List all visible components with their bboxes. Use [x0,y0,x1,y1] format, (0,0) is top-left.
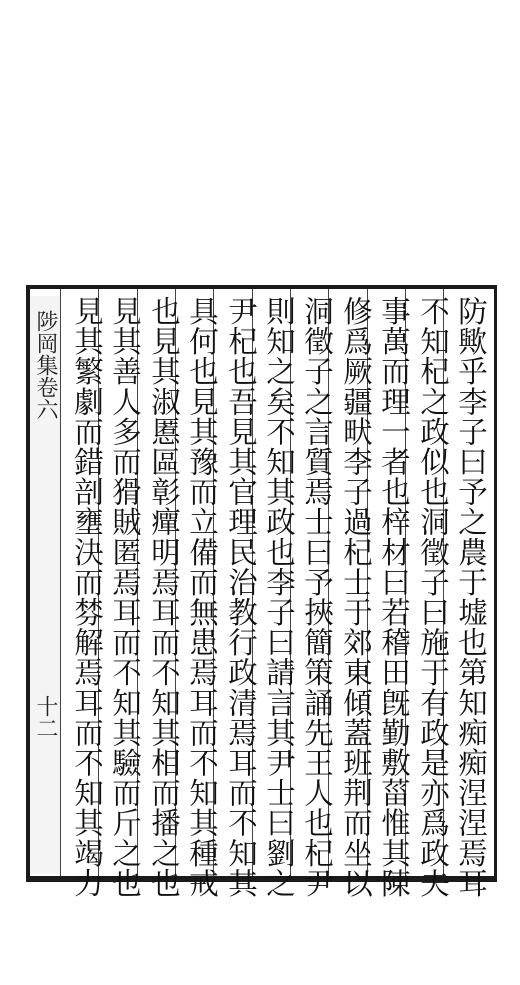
text-column-10: 見其善人多而猾賊匿焉耳而不知其驗而斤之也 [108,296,142,898]
text-column-8: 具何也見其豫而立備而無患焉耳而不知其種戒 [185,296,219,898]
text-column-6: 則知之矣不知其政也李子曰請言其尹士曰劉之 [262,296,296,898]
text-column-9: 也見其淑慝區彰癉明焉耳而不知其相而播之也 [147,296,181,898]
margin-book-title: 陟岡集卷六 [33,310,58,420]
frame-right-border [494,285,497,882]
text-column-4: 修爲厥疆畎李子過杞士于郊東傾蓋班荆而坐以 [339,296,373,898]
text-column-3: 事萬而理一者也梓材曰若稽田旣勤敷菑惟其陳 [377,296,411,898]
text-column-5: 洞徵子之言質焉士曰予挾簡策誦先王人也杞尹 [300,296,334,898]
column-rule [60,289,61,876]
text-column-11: 見其繁劇而錯剖壅決而棼解焉耳而不知其竭力 [70,296,104,898]
text-column-2: 不知杞之政似也洞徵子曰施于有政是亦爲政夫 [416,296,450,898]
margin-page-number: 十二 [33,695,58,739]
frame-top-border [26,285,496,289]
text-column-7: 尹杞也吾見其官理民治教行政清焉耳而不知其 [224,296,258,898]
text-column-1: 防歟乎李子曰予之農于墟也第知痴痴涅涅焉耳 [454,296,488,898]
